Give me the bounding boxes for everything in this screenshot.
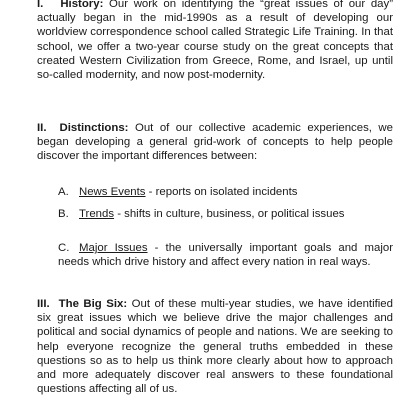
list-letter: A. [58,186,69,198]
list-item-c [58,241,393,269]
section-number: II. [37,122,47,134]
section-distinctions [37,121,393,164]
section-history [37,0,393,82]
section-distinctions-paragraph [37,121,393,164]
section-body: Our work on identifying the “great issues of our day” actually began in the mid-1990s as a result of developing our worldview correspondence school called Strategic Life Training. In that school, we offer a two-year course study on the great concepts that created Western Civilization from Greece, Rome, and Israel, up until so-called modernity, and now post-modernity. [37,0,393,82]
list-term: Trends [79,208,115,220]
section-number: III. [37,298,50,310]
section-big-six [37,297,393,396]
list-text: - shifts in culture, business, or political issues [114,208,345,220]
section-history-paragraph [37,0,393,82]
section-body: Out of our collective academic experiences, we began developing a general grid-work of concepts to help people discover the important differences between: [37,122,393,163]
section-number: I. [37,0,44,10]
list-item-a [58,185,393,199]
section-heading: Distinctions: [59,122,129,134]
section-heading: History: [60,0,104,10]
section-heading: The Big Six: [58,298,128,310]
list-term: Major Issues [79,242,148,254]
list-item-b [58,207,393,221]
list-text: - the universally important goals and major needs which drive history and affect every nation in real ways. [58,242,393,269]
section-big-six-paragraph [37,297,393,396]
list-letter: B. [58,208,69,220]
list-term: News Events [79,186,146,198]
section-body: Out of these multi-year studies, we have identified six great issues which we believe drive the major challenges and political and social dynamics of people and nations. We are seeking to help everyone recognize the general truths embedded in these questions so as to help us think more clearly about how to approach and more adequately discover real answers to these foundational questions affecting all of us. [37,298,393,396]
list-text: - reports on isolated incidents [145,186,298,198]
list-letter: C. [58,242,70,254]
